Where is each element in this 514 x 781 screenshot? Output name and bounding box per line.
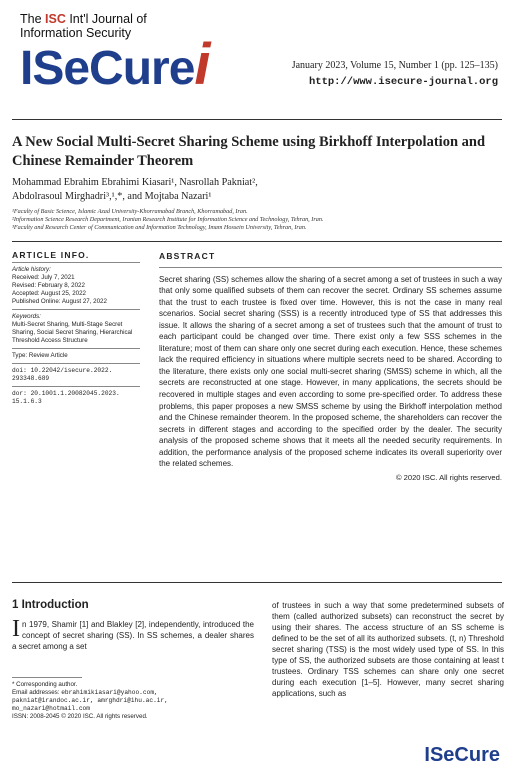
dor: dor: 20.1001.1.20082045.2023. 15.1.6.3 xyxy=(12,390,120,405)
drop-cap: I xyxy=(12,616,20,642)
intro-column-2: of trustees in such a way that some predetermined subsets of them (called authorized subsets) can reconstruct the secret by using their shares. The access structure of an SS scheme is defined to be the set of all its authorized subsets. (t, n) Threshold secret sharing (TSS) is the most widely used type of SS. In this type of SS, the authorized subsets are those containing at least t trustees. Ordinary TSS schemes can share only one secret during each execution [1–5]. However, many secret sharing applications, such as xyxy=(272,601,504,698)
journal-url[interactable]: http://www.isecure-journal.org xyxy=(308,76,498,88)
copyright: © 2020 ISC. All rights reserved. xyxy=(395,472,502,482)
footer-logo: ISeCure xyxy=(424,744,500,766)
paper-title: A New Social Multi-Secret Sharing Scheme using Birkhoff Interpolation and Chinese Remainder Theorem xyxy=(12,134,486,169)
logo-wordmark: ISeCurei xyxy=(20,32,210,97)
journal-meta xyxy=(292,58,498,90)
footnote-rule xyxy=(12,677,82,678)
abstract-header: ABSTRACT xyxy=(159,251,216,261)
header-rule xyxy=(12,119,502,120)
article-type: Type: Review Article xyxy=(12,352,68,359)
footnote: * Corresponding author. Email addresses: ebrahimikiasari@yahoo.com, pakniat@irandoc.ac.ir, amrghdri@ihu.ac.ir, mo_nazari@hotmail.com ISSN: 2008-2045 © 2020 ISC. All rights reserved. xyxy=(12,677,254,721)
issue-info: January 2023, Volume 15, Number 1 (pp. 125–135) xyxy=(291,60,498,71)
abstract-rule xyxy=(12,582,502,583)
section-heading: 1 Introduction xyxy=(12,599,89,611)
affiliations: ¹Faculty of Basic Science, Islamic Azad University-Khorramabad Branch, Khorramabad, Iran. ²Information Science Research Department, Iranian Research Institute for Information Science and Technology, Tehran, Iran. ³Faculty and Research Center of Communication and Information Technology, Imam Hossein University, Tehran, Iran. xyxy=(12,208,324,231)
abstract xyxy=(159,251,502,483)
abstract-text: Secret sharing (SS) schemes allow the sharing of a secret among a set of trustees in such a way that only some qualified subsets of them can recover the secret. Ordinary SS schemes assume that the trust to each trustee is fixed over time. However, this is not the case in many real scenarios. Social secret sharing (SSS) is a recently introduced type of SS that addresses this issue. It allows the sharing of a secret among a set of trustees such that the amount of trust to each participant could be changed over time. There exist only a few SSS schemes in the literature; most of them can share only one secret during each execution. Hence, these schemes lack the required efficiency in situations where multiple secrets need to be shared. According to the literature, there exists only one social multi-secret sharing (SMSS) scheme in which, all the secrets are reconstructed at one stage. However, in many applications, the secrets should be recovered in multiple stages and even according to some pre-specified order. To address these problems, this paper proposes a new SMSS scheme by using the Birkhoff interpolation method and the Chinese remainder theorem. In the proposed scheme, the shareholders can recover the secrets in different stages and according to the specified order by the dealer. The security analysis of the proposed scheme shows that it meets all the needed security requirements. In addition, the performance analysis of the proposed scheme indicates its overall superiority over the related schemes. xyxy=(159,274,502,469)
section-rule xyxy=(12,241,502,242)
article-info: ARTICLE INFO. Article history: Received: July 7, 2021 Revised: February 8, 2022 Accepted: August 25, 2022 Published Online: August 27, 2022 Keywords: Multi-Secret Sharing, Multi-Stage Secret Sharing, Social Secret Sharing, Hierarchical Threshold Access Structure Type: Review Article doi: 10.22042/isecure.2022. 293348.689 dor: 20.1001.1.20082045.2023. 15.1.6.3 xyxy=(12,251,140,406)
logo-tagline: The ISC Int'l Journal of Information Security xyxy=(20,12,147,40)
article-info-header: ARTICLE INFO. xyxy=(12,250,90,260)
author-list: Mohammad Ebrahim Ebrahimi Kiasari¹, Nasrollah Pakniat², Abdolrasoul Mirghadri³,¹,*, and Mojtaba Nazari¹ xyxy=(12,177,258,202)
journal-logo xyxy=(20,12,230,122)
keywords: Multi-Secret Sharing, Multi-Stage Secret Sharing, Social Secret Sharing, Hierarchical Threshold Access Structure xyxy=(12,321,133,344)
doi[interactable]: doi: 10.22042/isecure.2022. 293348.689 xyxy=(12,367,113,382)
intro-column-1: In 1979, Shamir [1] and Blakley [2], independently, introduced the concept of secret sharing (SS). In SS schemes, a dealer shares a secret among a set xyxy=(12,616,254,651)
issn: ISSN: 2008-2045 © 2020 ISC. All rights reserved. xyxy=(12,713,148,720)
